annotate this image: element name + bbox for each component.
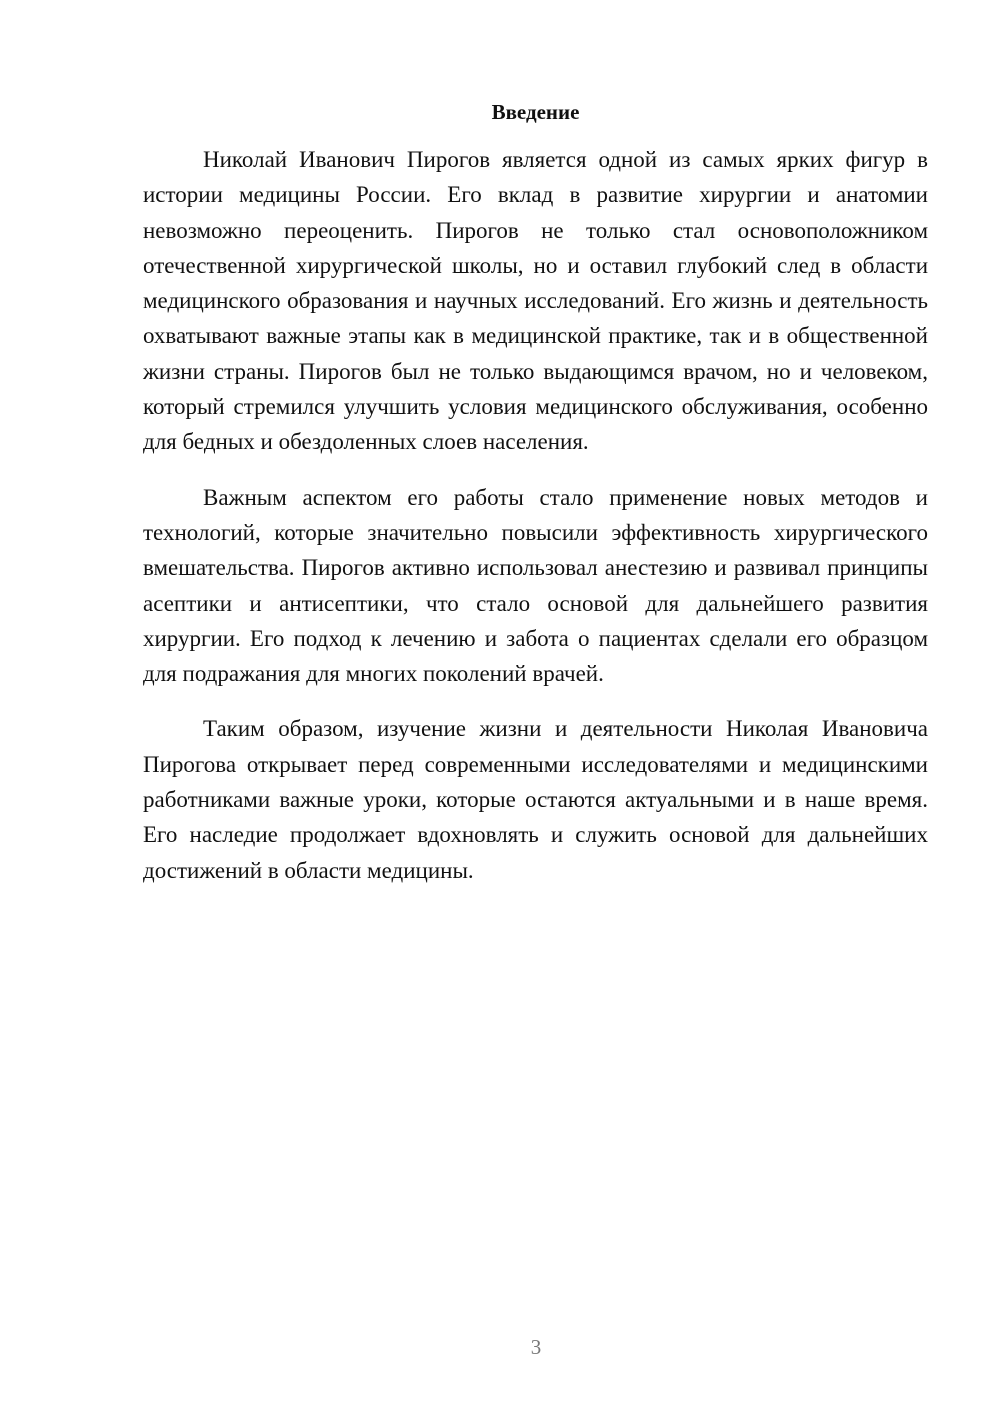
body-text: [143, 142, 928, 908]
paragraph-3: Таким образом, изучение жизни и деятельности Николая Ивановича Пирогова открывает перед современными исследователями и медицинскими работниками важные уроки, которые остаются актуальными и в наше время. Его наследие продолжает вдохновлять и служить основой для дальнейших достижений в области медицины.: [143, 716, 928, 883]
paragraph-1: Николай Иванович Пирогов является одной из самых ярких фигур в истории медицины России. Его вклад в развитие хирургии и анатомии невозможно переоценить. Пирогов не только стал основоположником отечественной хирургической школы, но и оставил глубокий след в области медицинского образования и научных исследований. Его жизнь и деятельность охватывают важные этапы как в медицинской практике, так и в общественной жизни страны. Пирогов был не только выдающимся врачом, но и человеком, который стремился улучшить условия медицинского обслуживания, особенно для бедных и обездоленных слоев населения.: [143, 147, 928, 455]
page-number: 3: [530, 1335, 542, 1359]
paragraph-2: Важным аспектом его работы стало применение новых методов и технологий, которые значительно повысили эффективность хирургического вмешательства. Пирогов активно использовал анестезию и развивал принципы асептики и антисептики, что стало основой для дальнейшего развития хирургии. Его подход к лечению и забота о пациентах сделали его образцом для подражания для многих поколений врачей.: [143, 484, 928, 687]
section-heading: Введение: [491, 100, 580, 124]
